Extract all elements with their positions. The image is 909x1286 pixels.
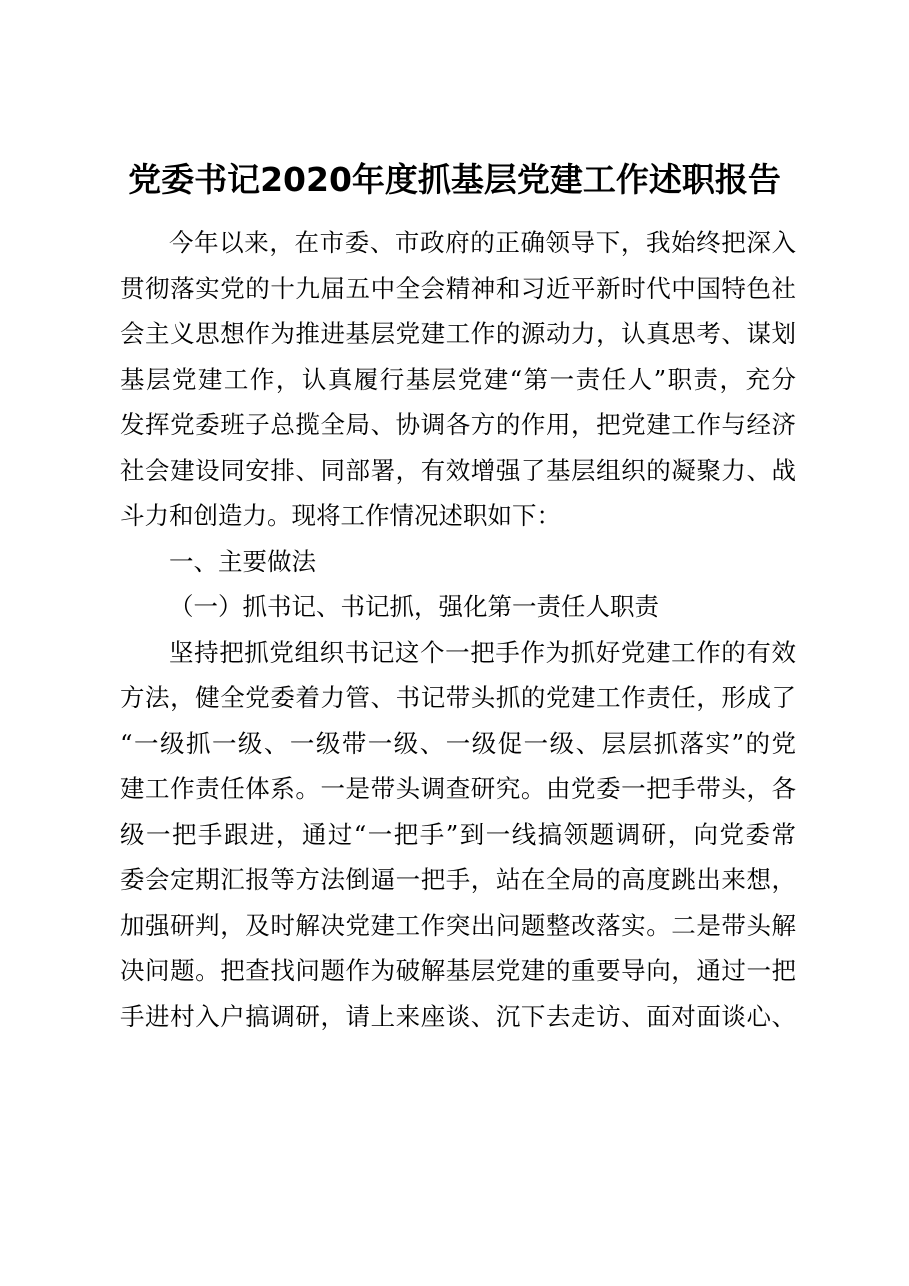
text-line: 委会定期汇报等方法倒逼一把手，站在全局的高度跳出来想， [120, 865, 796, 894]
text-line: 级一把手跟进，通过“一把手”到一线搞领题调研，向党委常 [120, 819, 796, 849]
text-line: 建工作责任体系。一是带头调查研究。由党委一把手带头，各 [120, 774, 796, 803]
text-line: 一、主要做法 [169, 546, 316, 576]
subsection-heading [120, 584, 796, 630]
section-heading [120, 539, 796, 585]
text-line: 坚持把抓党组织书记这个一把手作为抓好党建工作的有效 [169, 637, 796, 667]
text-line: 手进村入户搞调研，请上来座谈、沉下去走访、面对面谈心、 [120, 1001, 796, 1031]
text-line: 发挥党委班子总揽全局、协调各方的作用，把党建工作与经济 [120, 410, 796, 439]
document-body [120, 220, 796, 1039]
text-line: 贯彻落实党的十九届五中全会精神和习近平新时代中国特色社 [120, 273, 796, 303]
text-line: 社会建设同安排、同部署，有效增强了基层组织的凝聚力、战 [120, 455, 796, 485]
text-line: 会主义思想作为推进基层党建工作的源动力，认真思考、谋划 [120, 319, 796, 348]
paragraph-intro [120, 220, 796, 539]
text-line: 决问题。把查找问题作为破解基层党建的重要导向，通过一把 [120, 956, 796, 985]
text-line: 方法，健全党委着力管、书记带头抓的党建工作责任，形成了 [120, 683, 796, 712]
text-line: 斗力和创造力。现将工作情况述职如下： [120, 501, 561, 530]
text-line: 今年以来，在市委、市政府的正确领导下，我始终把深入 [169, 228, 796, 257]
paragraph-body [120, 630, 796, 1040]
text-line: 基层党建工作，认真履行基层党建“第一责任人”职责，充分 [120, 364, 796, 394]
text-line: （一）抓书记、书记抓，强化第一责任人职责 [169, 592, 659, 621]
text-line: “一级抓一级、一级带一级、一级促一级、层层抓落实”的党 [120, 728, 796, 758]
text-line: 加强研判，及时解决党建工作突出问题整改落实。二是带头解 [120, 910, 796, 940]
document-title: 党委书记2020年度抓基层党建工作述职报告 [128, 160, 781, 199]
